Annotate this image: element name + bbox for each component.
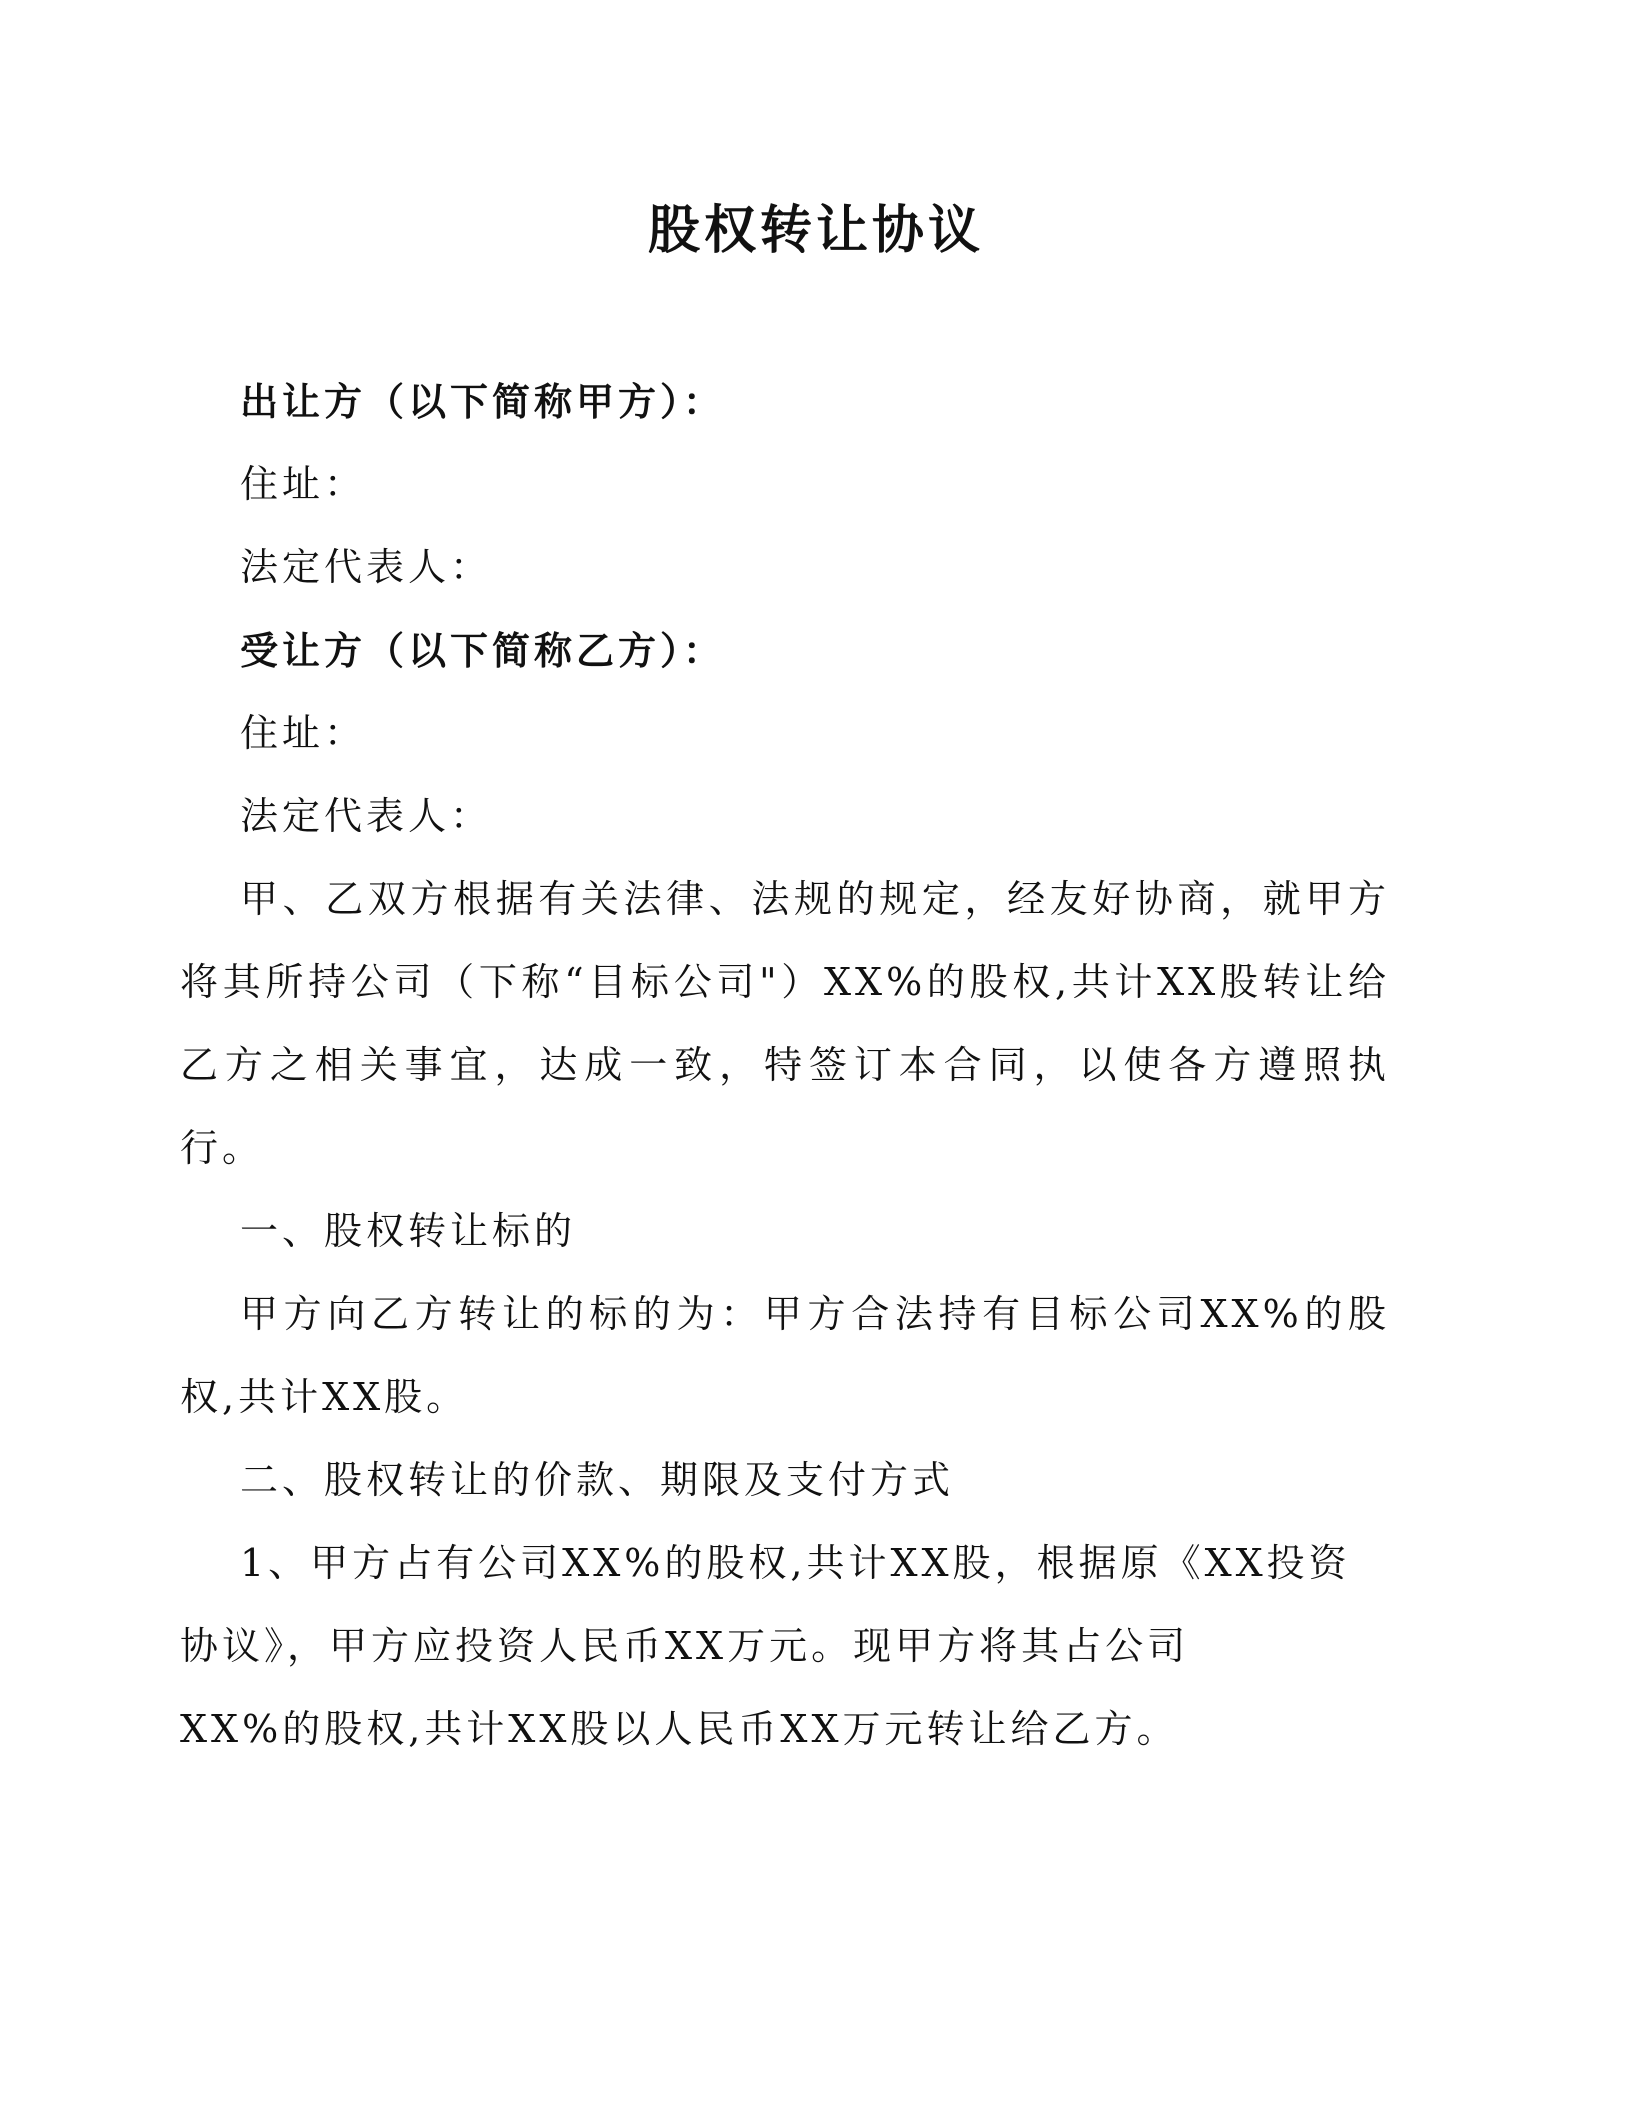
transferee-representative: 法定代表人：	[240, 794, 493, 838]
document-title: 股权转让协议	[647, 200, 984, 261]
section1-paragraph: 甲方向乙方转让的标的为：甲方合法持有目标公司XX%的股权,共计XX股。	[180, 1292, 1390, 1419]
contract-text	[180, 858, 1390, 1771]
transferee-label: 受让方（以下简称乙方）：	[240, 628, 726, 673]
section2-item1-line1: 1、甲方占有公司XX%的股权,共计XX股，根据原《XX投资	[240, 1541, 1351, 1585]
transferee-address: 住址：	[240, 711, 367, 755]
section2-item1-line2: 协议》，甲方应投资人民币XX万元。现甲方将其占公司	[180, 1624, 1190, 1668]
transferor-label: 出让方（以下简称甲方）：	[240, 379, 726, 424]
transferor-representative: 法定代表人：	[240, 545, 493, 589]
transferor-address: 住址：	[240, 462, 367, 506]
section2-item1-line3: XX%的股权,共计XX股以人民币XX万元转让给乙方。	[180, 1707, 1179, 1751]
document-body	[240, 360, 1390, 858]
section2-heading: 二、股权转让的价款、期限及支付方式	[240, 1458, 955, 1502]
preamble-paragraph: 甲、乙双方根据有关法律、法规的规定，经友好协商，就甲方将其所持公司（下称“目标公司"）XX%的股权,共计XX股转让给乙方之相关事宜，达成一致，特签订本合同，以使各方遵照执行。	[180, 877, 1390, 1170]
section1-heading: 一、股权转让标的	[240, 1209, 577, 1253]
